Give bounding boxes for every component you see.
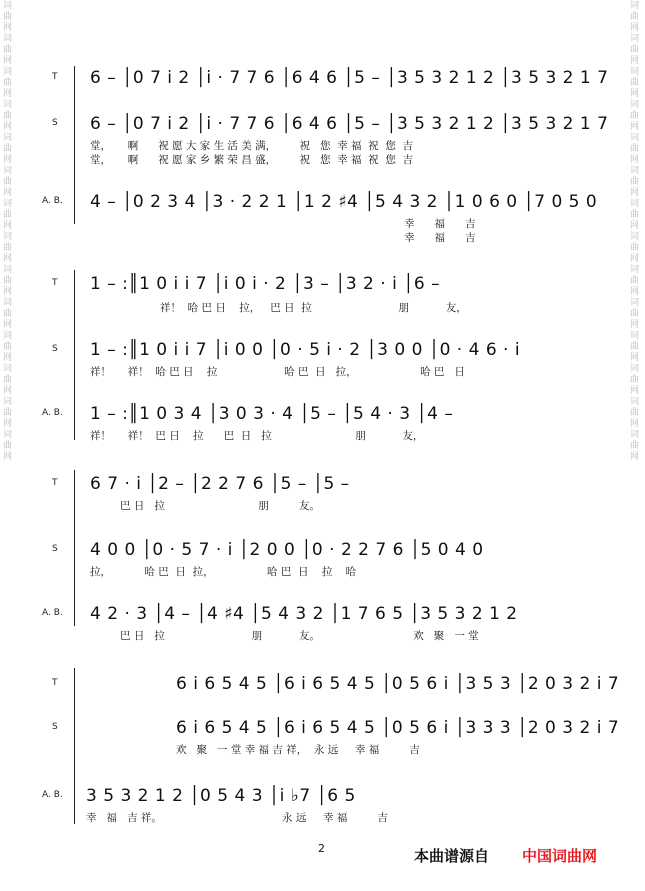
lyrics-s-1b: 堂， 啊 祝 愿 家 乡 繁 荣 昌 盛， 祝 您 幸 福 祝 您 吉 bbox=[90, 154, 413, 166]
part-label-s: S bbox=[52, 118, 58, 128]
part-label-s: S bbox=[52, 544, 58, 554]
part-label-t: T bbox=[52, 678, 58, 688]
notes-ab-2: 1 – :║1 0 3 4 │3 0 3 · 4 │5 – │5 4 · 3 │4 – bbox=[90, 404, 454, 424]
part-label-t: T bbox=[52, 278, 58, 288]
notes-t-1: 6 – │0 7 i 2 │i · 7 7 6 │6 4 6 │5 – │3 5 3 2 1 2 │3 5 3 2 1 7 bbox=[90, 68, 609, 88]
watermark-left: 词曲网词曲网词曲网词曲网词曲网词曲网词曲网词曲网词曲网词曲网词曲网词曲网词曲网词曲网 bbox=[1, 0, 11, 462]
notes-ab-4: 3 5 3 2 1 2 │0 5 4 3 │i ♭7 │6 5 bbox=[86, 786, 356, 806]
lyrics-s-4: 欢 聚 一 堂 幸 福 吉 祥， 永 远 幸 福 吉 bbox=[176, 744, 420, 756]
lyrics-s-2: 祥！ 祥！ 哈 巴 日 拉 哈 巴 日 拉， 哈 巴 日 bbox=[90, 366, 465, 378]
lyrics-s-1a: 堂， 啊 祝 愿 大 家 生 活 美 满， 祝 您 幸 福 祝 您 吉 bbox=[90, 140, 413, 152]
part-label-s: S bbox=[52, 722, 58, 732]
lyrics-ab-1a: 幸 福 吉 bbox=[404, 218, 476, 230]
notes-ab-1: 4 – │0 2 3 4 │3 · 2 2 1 │1 2 ♯4 │5 4 3 2 │1 0 6 0 │7 0 5 0 bbox=[90, 192, 598, 212]
notes-s-3: 4 0 0 │0 · 5 7 · i │2 0 0 │0 · 2 2 7 6 │5 0 4 0 bbox=[90, 540, 484, 560]
lyrics-t-3: 巴 日 拉 朋 友。 bbox=[120, 500, 320, 512]
source-text: 本曲谱源自 bbox=[414, 847, 490, 865]
notes-ab-3: 4 2 · 3 │4 – │4 ♯4 │5 4 3 2 │1 7 6 5 │3 5 3 2 1 2 bbox=[90, 604, 518, 624]
notes-s-1: 6 – │0 7 i 2 │i · 7 7 6 │6 4 6 │5 – │3 5 3 2 1 2 │3 5 3 2 1 7 bbox=[90, 114, 609, 134]
notes-s-4: 6 i 6 5 4 5 │6 i 6 5 4 5 │0 5 6 i │3 3 3 │2 0 3 2 i 7 bbox=[176, 718, 620, 738]
lyrics-ab-4: 幸 福 吉 祥。 永 远 幸 福 吉 bbox=[86, 812, 388, 824]
source-site-link[interactable]: 中国词曲网 bbox=[522, 847, 598, 865]
part-label-t: T bbox=[52, 478, 58, 488]
notes-t-4: 6 i 6 5 4 5 │6 i 6 5 4 5 │0 5 6 i │3 5 3 │2 0 3 2 i 7 bbox=[176, 674, 620, 694]
lyrics-ab-2: 祥！ 祥！ 巴 日 拉 巴 日 拉 朋 友， bbox=[90, 430, 424, 442]
lyrics-ab-3: 巴 日 拉 朋 友。 欢 聚 一 堂 bbox=[120, 630, 479, 642]
part-label-ab: A. B. bbox=[42, 196, 63, 206]
lyrics-ab-1b: 幸 福 吉 bbox=[404, 232, 476, 244]
lyrics-s-3: 拉， 哈 巴 日 拉， 哈 巴 日 拉 哈 bbox=[90, 566, 357, 578]
part-label-ab: A. B. bbox=[42, 408, 63, 418]
part-label-t: T bbox=[52, 72, 58, 82]
watermark-right: 词曲网词曲网词曲网词曲网词曲网词曲网词曲网词曲网词曲网词曲网词曲网词曲网词曲网词曲网 bbox=[628, 0, 638, 462]
notes-t-3: 6 7 · i │2 – │2 2 7 6 │5 – │5 – bbox=[90, 474, 350, 494]
part-label-ab: A. B. bbox=[42, 790, 63, 800]
notes-t-2: 1 – :║1 0 i i 7 │i 0 i · 2 │3 – │3 2 · i │6 – bbox=[90, 274, 441, 294]
notes-s-2: 1 – :║1 0 i i 7 │i 0 0 │0 · 5 i · 2 │3 0 0 │0 · 4 6 · i bbox=[90, 340, 521, 360]
page-number: 2 bbox=[318, 842, 325, 855]
part-label-s: S bbox=[52, 344, 58, 354]
part-label-ab: A. B. bbox=[42, 608, 63, 618]
lyrics-t-2: 祥！ 哈 巴 日 拉， 巴 日 拉 朋 友， bbox=[160, 302, 467, 314]
